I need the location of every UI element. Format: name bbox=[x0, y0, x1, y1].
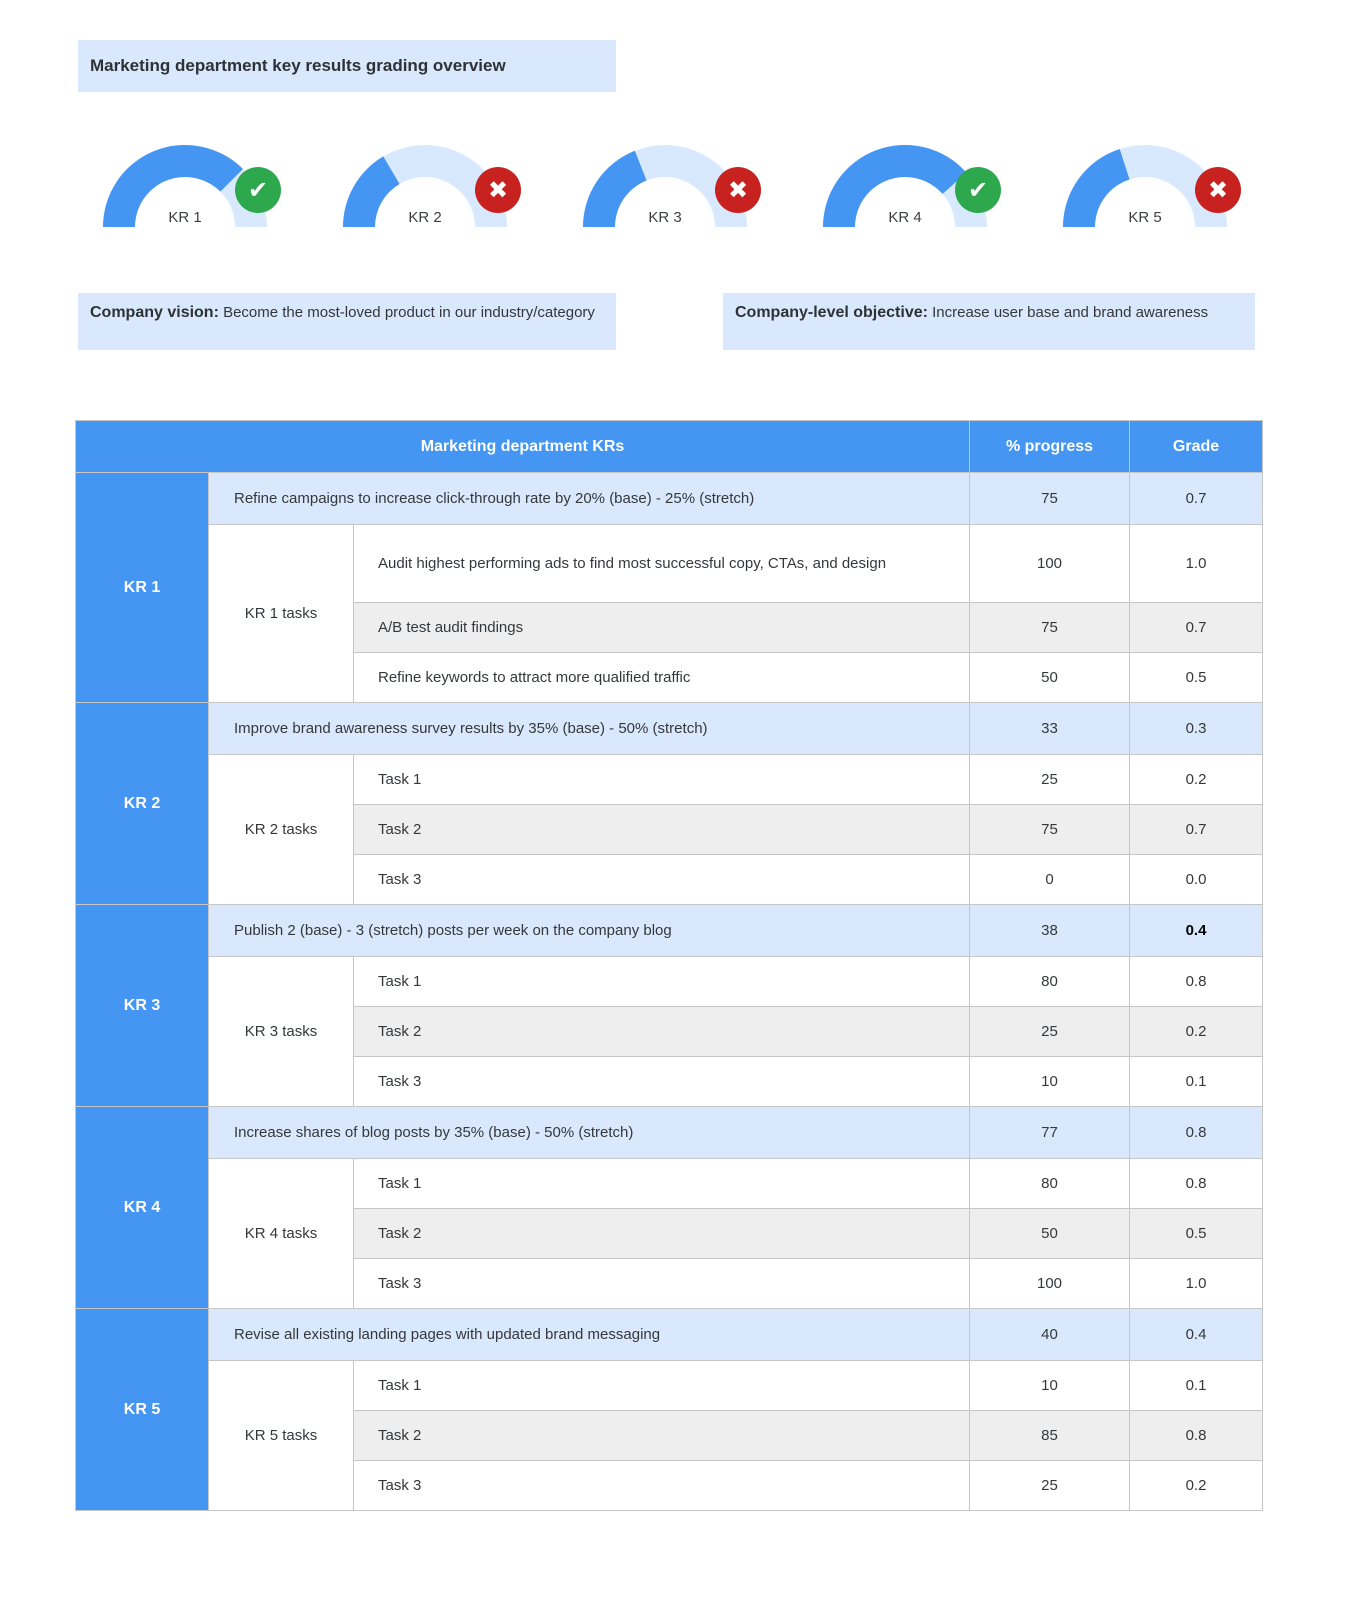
grade-cell: 0.5 bbox=[1130, 653, 1263, 703]
company-objective-box bbox=[723, 293, 1255, 350]
progress-cell: 80 bbox=[970, 1159, 1130, 1209]
kr-label-cell: KR 4 bbox=[76, 1107, 209, 1309]
progress-cell: 100 bbox=[970, 1259, 1130, 1309]
progress-cell: 10 bbox=[970, 1361, 1130, 1411]
company-objective-text: Increase user base and brand awareness bbox=[927, 304, 1209, 321]
page-title bbox=[78, 40, 616, 92]
grade-cell: 0.8 bbox=[1130, 1411, 1263, 1461]
task-desc-cell: Task 3 bbox=[354, 855, 970, 905]
kr-summary-row bbox=[76, 1107, 1263, 1159]
kr-summary-row bbox=[76, 703, 1263, 755]
progress-cell: 33 bbox=[970, 703, 1130, 755]
grade-cell: 0.1 bbox=[1130, 1361, 1263, 1411]
progress-cell: 50 bbox=[970, 1209, 1130, 1259]
task-row bbox=[76, 525, 1263, 603]
kr-summary-cell: Refine campaigns to increase click-through rate by 20% (base) - 25% (stretch) bbox=[209, 473, 970, 525]
task-desc-cell: Task 2 bbox=[354, 1209, 970, 1259]
progress-cell: 25 bbox=[970, 1461, 1130, 1511]
grade-cell: 0.8 bbox=[1130, 1159, 1263, 1209]
progress-cell: 0 bbox=[970, 855, 1130, 905]
kr-summary-cell: Increase shares of blog posts by 35% (base) - 50% (stretch) bbox=[209, 1107, 970, 1159]
task-desc-cell: Task 3 bbox=[354, 1057, 970, 1107]
tasks-label-cell: KR 1 tasks bbox=[209, 525, 354, 703]
company-objective-label: Company-level objective: bbox=[735, 304, 928, 321]
kr-label-cell: KR 1 bbox=[76, 473, 209, 703]
grade-cell: 0.2 bbox=[1130, 755, 1263, 805]
kr-gauge-2 bbox=[343, 145, 507, 227]
company-vision-box bbox=[78, 293, 616, 350]
task-desc-cell: Task 1 bbox=[354, 755, 970, 805]
task-desc-cell: Task 2 bbox=[354, 1411, 970, 1461]
grade-cell: 0.7 bbox=[1130, 603, 1263, 653]
grade-cell: 0.2 bbox=[1130, 1461, 1263, 1511]
grade-cell: 1.0 bbox=[1130, 525, 1263, 603]
kr-gauge-3 bbox=[583, 145, 747, 227]
check-icon: ✔ bbox=[235, 167, 281, 213]
grade-cell: 0.0 bbox=[1130, 855, 1263, 905]
table-header-row bbox=[76, 421, 1263, 473]
task-desc-cell: Task 3 bbox=[354, 1259, 970, 1309]
kr-summary-row bbox=[76, 473, 1263, 525]
kr-summary-row bbox=[76, 1309, 1263, 1361]
progress-cell: 75 bbox=[970, 805, 1130, 855]
kr-summary-cell: Publish 2 (base) - 3 (stretch) posts per week on the company blog bbox=[209, 905, 970, 957]
kr-summary-cell: Revise all existing landing pages with updated brand messaging bbox=[209, 1309, 970, 1361]
grade-cell: 0.4 bbox=[1130, 905, 1263, 957]
grade-cell: 0.2 bbox=[1130, 1007, 1263, 1057]
gauge-label: KR 3 bbox=[648, 209, 682, 226]
progress-cell: 100 bbox=[970, 525, 1130, 603]
tasks-label-cell: KR 4 tasks bbox=[209, 1159, 354, 1309]
kr-label-cell: KR 3 bbox=[76, 905, 209, 1107]
task-row bbox=[76, 1361, 1263, 1411]
kr-label-cell: KR 2 bbox=[76, 703, 209, 905]
grade-cell: 0.1 bbox=[1130, 1057, 1263, 1107]
x-icon: ✖ bbox=[475, 167, 521, 213]
progress-cell: 85 bbox=[970, 1411, 1130, 1461]
progress-cell: 25 bbox=[970, 1007, 1130, 1057]
progress-cell: 50 bbox=[970, 653, 1130, 703]
task-desc-cell: Refine keywords to attract more qualified traffic bbox=[354, 653, 970, 703]
x-icon: ✖ bbox=[1195, 167, 1241, 213]
kr-gauge-1 bbox=[103, 145, 267, 227]
progress-cell: 40 bbox=[970, 1309, 1130, 1361]
x-icon: ✖ bbox=[715, 167, 761, 213]
progress-cell: 77 bbox=[970, 1107, 1130, 1159]
col-header-krs: Marketing department KRs bbox=[76, 421, 970, 473]
task-desc-cell: Task 2 bbox=[354, 805, 970, 855]
task-row bbox=[76, 755, 1263, 805]
task-desc-cell: A/B test audit findings bbox=[354, 603, 970, 653]
progress-cell: 10 bbox=[970, 1057, 1130, 1107]
kr-label-cell: KR 5 bbox=[76, 1309, 209, 1511]
task-desc-cell: Audit highest performing ads to find most successful copy, CTAs, and design bbox=[354, 525, 970, 603]
kr-summary-cell: Improve brand awareness survey results by 35% (base) - 50% (stretch) bbox=[209, 703, 970, 755]
gauge-label: KR 1 bbox=[168, 209, 202, 226]
gauge-label: KR 4 bbox=[888, 209, 922, 226]
grade-cell: 0.3 bbox=[1130, 703, 1263, 755]
gauge-label: KR 2 bbox=[408, 209, 442, 226]
grade-cell: 0.7 bbox=[1130, 473, 1263, 525]
progress-cell: 80 bbox=[970, 957, 1130, 1007]
task-desc-cell: Task 1 bbox=[354, 1361, 970, 1411]
tasks-label-cell: KR 2 tasks bbox=[209, 755, 354, 905]
task-row bbox=[76, 957, 1263, 1007]
task-desc-cell: Task 2 bbox=[354, 1007, 970, 1057]
page-title-text: Marketing department key results grading overview bbox=[90, 56, 506, 75]
progress-cell: 38 bbox=[970, 905, 1130, 957]
col-header-progress: % progress bbox=[970, 421, 1130, 473]
grade-cell: 1.0 bbox=[1130, 1259, 1263, 1309]
task-desc-cell: Task 1 bbox=[354, 1159, 970, 1209]
company-vision-text: Become the most-loved product in our industry/category bbox=[218, 304, 595, 321]
grade-cell: 0.4 bbox=[1130, 1309, 1263, 1361]
kr-gauge-5 bbox=[1063, 145, 1227, 227]
task-desc-cell: Task 1 bbox=[354, 957, 970, 1007]
progress-cell: 75 bbox=[970, 603, 1130, 653]
progress-cell: 75 bbox=[970, 473, 1130, 525]
tasks-label-cell: KR 3 tasks bbox=[209, 957, 354, 1107]
grade-cell: 0.8 bbox=[1130, 1107, 1263, 1159]
progress-cell: 25 bbox=[970, 755, 1130, 805]
task-row bbox=[76, 1159, 1263, 1209]
kr-summary-row bbox=[76, 905, 1263, 957]
col-header-grade: Grade bbox=[1130, 421, 1263, 473]
task-desc-cell: Task 3 bbox=[354, 1461, 970, 1511]
grade-cell: 0.8 bbox=[1130, 957, 1263, 1007]
kr-gauge-4 bbox=[823, 145, 987, 227]
company-vision-label: Company vision: bbox=[90, 304, 219, 321]
kr-table bbox=[75, 420, 1263, 1511]
grade-cell: 0.5 bbox=[1130, 1209, 1263, 1259]
gauge-label: KR 5 bbox=[1128, 209, 1162, 226]
check-icon: ✔ bbox=[955, 167, 1001, 213]
grade-cell: 0.7 bbox=[1130, 805, 1263, 855]
tasks-label-cell: KR 5 tasks bbox=[209, 1361, 354, 1511]
